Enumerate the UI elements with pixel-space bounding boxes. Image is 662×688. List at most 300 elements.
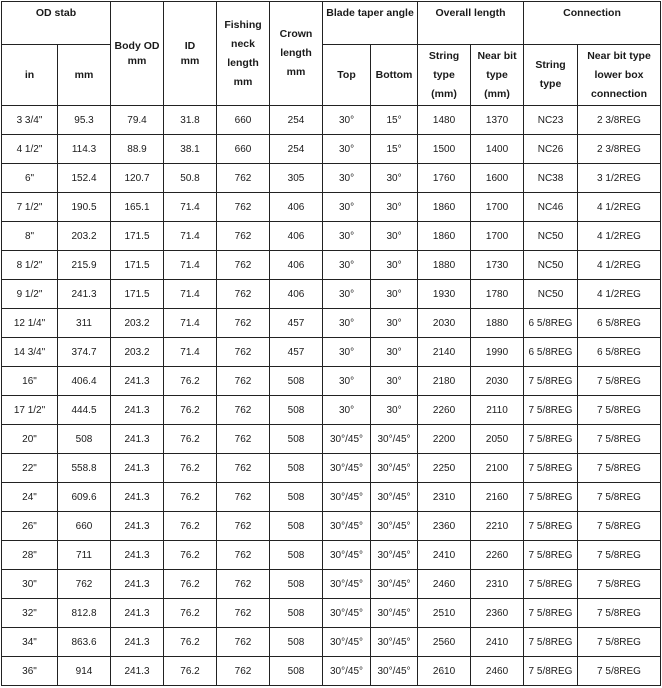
header-blade-taper-angle: Blade taper angle [323,2,418,45]
table-row [2,541,661,570]
cell-conn-near-bit: 7 5/8REG [578,483,661,512]
header-crown-line1: Crown [279,28,313,40]
cell-blade-bottom: 30° [371,164,418,193]
cell-body-od: 165.1 [111,193,164,222]
cell-id: 76.2 [164,483,217,512]
cell-conn-string: NC50 [524,251,578,280]
cell-conn-string: 7 5/8REG [524,541,578,570]
cell-crown-length: 406 [270,280,323,309]
cell-conn-string: NC38 [524,164,578,193]
cell-overall-string: 2200 [418,425,471,454]
cell-od-in: 24" [2,483,58,512]
cell-overall-string: 2460 [418,570,471,599]
cell-id: 31.8 [164,106,217,135]
cell-crown-length: 508 [270,512,323,541]
cell-id: 76.2 [164,628,217,657]
cell-conn-string: NC50 [524,280,578,309]
cell-id: 38.1 [164,135,217,164]
cell-od-in: 16" [2,367,58,396]
cell-body-od: 241.3 [111,396,164,425]
cell-body-od: 171.5 [111,222,164,251]
header-body-od-line2: mm [127,54,147,67]
header-fishing-line4: mm [233,75,253,88]
header-string-type-mm-line3: (mm) [431,87,457,100]
cell-od-in: 12 1/4" [2,309,58,338]
cell-blade-bottom: 30° [371,222,418,251]
table-row [2,164,661,193]
header-body-od [111,2,164,106]
header-near-bit-mm-line2: type [486,68,508,81]
cell-body-od: 241.3 [111,570,164,599]
cell-crown-length: 254 [270,106,323,135]
cell-blade-bottom: 15° [371,135,418,164]
cell-overall-string: 2140 [418,338,471,367]
cell-overall-near-bit: 2100 [471,454,524,483]
cell-overall-string: 1500 [418,135,471,164]
header-body-od-line1: Body OD [114,39,160,52]
cell-blade-bottom: 30° [371,280,418,309]
cell-blade-top: 30° [323,280,371,309]
cell-blade-bottom: 30°/45° [371,657,418,686]
cell-crown-length: 508 [270,425,323,454]
cell-fishing-neck-length: 762 [217,251,270,280]
cell-fishing-neck-length: 762 [217,599,270,628]
cell-blade-bottom: 30°/45° [371,483,418,512]
cell-od-mm: 609.6 [58,483,111,512]
cell-blade-top: 30°/45° [323,512,371,541]
table-row [2,396,661,425]
cell-id: 76.2 [164,541,217,570]
cell-od-mm: 190.5 [58,193,111,222]
cell-od-mm: 241.3 [58,280,111,309]
cell-body-od: 241.3 [111,425,164,454]
cell-fishing-neck-length: 762 [217,657,270,686]
cell-od-mm: 508 [58,425,111,454]
cell-crown-length: 508 [270,570,323,599]
cell-id: 50.8 [164,164,217,193]
cell-overall-string: 2410 [418,541,471,570]
cell-od-in: 30" [2,570,58,599]
cell-body-od: 120.7 [111,164,164,193]
cell-od-in: 8 1/2" [2,251,58,280]
header-near-bit-box-line1: Near bit type [587,49,651,62]
header-crown-line2: length [280,47,312,59]
cell-overall-near-bit: 1600 [471,164,524,193]
cell-od-mm: 95.3 [58,106,111,135]
cell-overall-near-bit: 2210 [471,512,524,541]
table-row [2,454,661,483]
cell-conn-near-bit: 6 5/8REG [578,309,661,338]
cell-conn-near-bit: 4 1/2REG [578,193,661,222]
cell-blade-top: 30°/45° [323,628,371,657]
cell-blade-bottom: 30° [371,367,418,396]
cell-od-in: 36" [2,657,58,686]
cell-crown-length: 406 [270,222,323,251]
cell-conn-near-bit: 7 5/8REG [578,541,661,570]
cell-fishing-neck-length: 660 [217,135,270,164]
cell-blade-bottom: 30° [371,193,418,222]
cell-fishing-neck-length: 762 [217,338,270,367]
cell-id: 76.2 [164,396,217,425]
cell-body-od: 203.2 [111,309,164,338]
cell-conn-near-bit: 7 5/8REG [578,425,661,454]
cell-conn-string: 7 5/8REG [524,512,578,541]
cell-overall-near-bit: 1730 [471,251,524,280]
header-fishing-neck-length [217,2,270,106]
table-row [2,135,661,164]
cell-conn-string: 6 5/8REG [524,309,578,338]
cell-overall-string: 2030 [418,309,471,338]
cell-crown-length: 508 [270,367,323,396]
cell-overall-near-bit: 2460 [471,657,524,686]
header-near-bit-box-line2: lower box [594,68,644,81]
cell-fishing-neck-length: 762 [217,541,270,570]
table-row [2,309,661,338]
cell-overall-string: 2610 [418,657,471,686]
header-mm: mm [58,45,111,106]
cell-od-in: 20" [2,425,58,454]
cell-conn-near-bit: 7 5/8REG [578,396,661,425]
cell-conn-string: NC26 [524,135,578,164]
cell-fishing-neck-length: 660 [217,106,270,135]
cell-blade-top: 30° [323,367,371,396]
cell-id: 76.2 [164,454,217,483]
cell-id: 76.2 [164,570,217,599]
cell-blade-bottom: 30°/45° [371,454,418,483]
header-od-stab: OD stab [2,2,111,45]
cell-id: 76.2 [164,425,217,454]
cell-blade-top: 30° [323,193,371,222]
cell-conn-string: NC23 [524,106,578,135]
cell-overall-near-bit: 2110 [471,396,524,425]
cell-conn-string: 7 5/8REG [524,599,578,628]
table-row [2,657,661,686]
cell-overall-string: 1760 [418,164,471,193]
cell-od-in: 22" [2,454,58,483]
cell-body-od: 171.5 [111,280,164,309]
table-row [2,193,661,222]
stabilizer-spec-table [1,1,661,686]
cell-blade-top: 30° [323,338,371,367]
cell-overall-near-bit: 2260 [471,541,524,570]
header-id-line2: mm [180,54,200,67]
cell-overall-string: 2510 [418,599,471,628]
cell-od-mm: 863.6 [58,628,111,657]
header-crown-line3: mm [286,66,306,78]
header-row-2 [2,45,661,106]
cell-body-od: 88.9 [111,135,164,164]
cell-overall-string: 1930 [418,280,471,309]
cell-od-mm: 762 [58,570,111,599]
cell-od-mm: 711 [58,541,111,570]
cell-body-od: 241.3 [111,541,164,570]
cell-overall-near-bit: 1880 [471,309,524,338]
table-row [2,425,661,454]
cell-body-od: 79.4 [111,106,164,135]
cell-od-mm: 812.8 [58,599,111,628]
cell-overall-string: 2310 [418,483,471,512]
cell-conn-near-bit: 7 5/8REG [578,367,661,396]
header-near-bit-type-mm [471,45,524,106]
cell-id: 76.2 [164,512,217,541]
cell-fishing-neck-length: 762 [217,280,270,309]
cell-crown-length: 406 [270,251,323,280]
cell-blade-top: 30°/45° [323,483,371,512]
cell-body-od: 241.3 [111,454,164,483]
cell-blade-top: 30°/45° [323,657,371,686]
cell-blade-bottom: 30° [371,309,418,338]
header-connection: Connection [524,2,661,45]
table-row [2,628,661,657]
table-row [2,106,661,135]
cell-od-in: 26" [2,512,58,541]
cell-od-mm: 444.5 [58,396,111,425]
cell-od-mm: 660 [58,512,111,541]
cell-conn-near-bit: 4 1/2REG [578,222,661,251]
cell-crown-length: 508 [270,628,323,657]
table-row [2,338,661,367]
cell-blade-top: 30°/45° [323,425,371,454]
table-row [2,367,661,396]
cell-crown-length: 305 [270,164,323,193]
cell-od-mm: 114.3 [58,135,111,164]
cell-overall-string: 1480 [418,106,471,135]
spec-table-container [1,1,661,686]
cell-overall-near-bit: 1370 [471,106,524,135]
cell-crown-length: 406 [270,193,323,222]
header-string-type-line2: type [539,78,562,90]
cell-crown-length: 508 [270,599,323,628]
cell-crown-length: 254 [270,135,323,164]
table-row [2,570,661,599]
cell-od-in: 28" [2,541,58,570]
cell-od-in: 17 1/2" [2,396,58,425]
cell-blade-bottom: 30°/45° [371,599,418,628]
cell-body-od: 241.3 [111,657,164,686]
cell-od-in: 7 1/2" [2,193,58,222]
cell-blade-bottom: 30°/45° [371,628,418,657]
header-in: in [2,45,58,106]
cell-conn-near-bit: 2 3/8REG [578,135,661,164]
cell-overall-near-bit: 1780 [471,280,524,309]
cell-od-in: 14 3/4" [2,338,58,367]
cell-fishing-neck-length: 762 [217,193,270,222]
cell-conn-string: 6 5/8REG [524,338,578,367]
cell-overall-near-bit: 1400 [471,135,524,164]
header-fishing-line3: length [227,56,259,69]
cell-conn-string: 7 5/8REG [524,628,578,657]
cell-conn-near-bit: 4 1/2REG [578,251,661,280]
header-id [164,2,217,106]
cell-blade-top: 30°/45° [323,570,371,599]
cell-crown-length: 457 [270,309,323,338]
header-near-bit-mm-line1: Near bit [477,49,517,62]
cell-blade-bottom: 30° [371,251,418,280]
cell-od-mm: 215.9 [58,251,111,280]
cell-body-od: 203.2 [111,338,164,367]
cell-conn-near-bit: 7 5/8REG [578,628,661,657]
header-string-type-line1: String [535,59,566,71]
cell-blade-bottom: 30°/45° [371,425,418,454]
cell-crown-length: 457 [270,338,323,367]
header-string-type-mm-line1: String [428,49,460,62]
cell-blade-top: 30° [323,106,371,135]
header-top: Top [323,45,371,106]
cell-overall-near-bit: 2410 [471,628,524,657]
table-row [2,251,661,280]
cell-id: 71.4 [164,280,217,309]
cell-fishing-neck-length: 762 [217,396,270,425]
cell-conn-near-bit: 7 5/8REG [578,512,661,541]
cell-overall-near-bit: 2310 [471,570,524,599]
cell-fishing-neck-length: 762 [217,367,270,396]
header-overall-length: Overall length [418,2,524,45]
cell-conn-near-bit: 7 5/8REG [578,454,661,483]
cell-fishing-neck-length: 762 [217,309,270,338]
cell-overall-near-bit: 2030 [471,367,524,396]
cell-body-od: 241.3 [111,483,164,512]
cell-overall-string: 1880 [418,251,471,280]
table-row [2,512,661,541]
header-fishing-line2: neck [231,37,255,50]
cell-od-mm: 374.7 [58,338,111,367]
cell-id: 76.2 [164,599,217,628]
cell-id: 71.4 [164,193,217,222]
cell-blade-top: 30° [323,164,371,193]
cell-fishing-neck-length: 762 [217,570,270,599]
cell-body-od: 241.3 [111,628,164,657]
cell-conn-near-bit: 7 5/8REG [578,599,661,628]
cell-od-in: 9 1/2" [2,280,58,309]
header-string-type [524,45,578,106]
cell-conn-near-bit: 2 3/8REG [578,106,661,135]
cell-overall-near-bit: 2160 [471,483,524,512]
cell-conn-near-bit: 3 1/2REG [578,164,661,193]
cell-crown-length: 508 [270,454,323,483]
header-fishing-line1: Fishing [224,18,262,31]
cell-body-od: 241.3 [111,599,164,628]
cell-od-in: 6" [2,164,58,193]
cell-fishing-neck-length: 762 [217,425,270,454]
cell-id: 76.2 [164,367,217,396]
cell-od-in: 4 1/2" [2,135,58,164]
cell-fishing-neck-length: 762 [217,512,270,541]
cell-id: 71.4 [164,222,217,251]
cell-od-mm: 914 [58,657,111,686]
cell-blade-top: 30°/45° [323,541,371,570]
header-id-line1: ID [184,39,196,52]
cell-crown-length: 508 [270,541,323,570]
cell-id: 71.4 [164,338,217,367]
cell-od-mm: 406.4 [58,367,111,396]
cell-conn-string: NC46 [524,193,578,222]
cell-conn-string: 7 5/8REG [524,570,578,599]
cell-conn-string: 7 5/8REG [524,657,578,686]
cell-conn-near-bit: 7 5/8REG [578,570,661,599]
cell-overall-near-bit: 1700 [471,222,524,251]
cell-id: 76.2 [164,657,217,686]
header-near-bit-box-line3: connection [591,87,648,100]
table-header [2,2,661,106]
cell-blade-top: 30°/45° [323,599,371,628]
cell-overall-string: 1860 [418,222,471,251]
cell-od-mm: 311 [58,309,111,338]
cell-fishing-neck-length: 762 [217,483,270,512]
header-string-type-mm-line2: type [433,68,455,81]
cell-conn-string: 7 5/8REG [524,396,578,425]
cell-blade-bottom: 15° [371,106,418,135]
cell-overall-string: 2560 [418,628,471,657]
table-row [2,280,661,309]
cell-id: 71.4 [164,251,217,280]
cell-crown-length: 508 [270,396,323,425]
table-row [2,599,661,628]
cell-overall-near-bit: 1990 [471,338,524,367]
cell-body-od: 241.3 [111,367,164,396]
cell-blade-top: 30° [323,251,371,280]
header-near-bit-mm-line3: (mm) [484,87,510,100]
cell-conn-string: NC50 [524,222,578,251]
cell-blade-bottom: 30° [371,396,418,425]
header-string-type-mm [418,45,471,106]
cell-overall-near-bit: 2050 [471,425,524,454]
cell-blade-top: 30°/45° [323,454,371,483]
header-crown-length [270,2,323,106]
cell-od-in: 32" [2,599,58,628]
table-body [2,106,661,686]
cell-blade-bottom: 30°/45° [371,541,418,570]
cell-fishing-neck-length: 762 [217,454,270,483]
cell-overall-string: 1860 [418,193,471,222]
cell-blade-top: 30° [323,135,371,164]
cell-od-mm: 558.8 [58,454,111,483]
cell-fishing-neck-length: 762 [217,628,270,657]
cell-overall-string: 2250 [418,454,471,483]
cell-fishing-neck-length: 762 [217,164,270,193]
cell-blade-top: 30° [323,222,371,251]
cell-blade-bottom: 30°/45° [371,570,418,599]
cell-od-in: 8" [2,222,58,251]
cell-conn-string: 7 5/8REG [524,483,578,512]
cell-blade-top: 30° [323,396,371,425]
cell-id: 71.4 [164,309,217,338]
cell-crown-length: 508 [270,657,323,686]
cell-blade-bottom: 30°/45° [371,512,418,541]
cell-blade-bottom: 30° [371,338,418,367]
cell-body-od: 241.3 [111,512,164,541]
cell-od-mm: 152.4 [58,164,111,193]
cell-overall-near-bit: 1700 [471,193,524,222]
cell-overall-near-bit: 2360 [471,599,524,628]
table-row [2,483,661,512]
header-row-1 [2,2,661,45]
cell-conn-near-bit: 7 5/8REG [578,657,661,686]
header-bottom: Bottom [371,45,418,106]
cell-od-mm: 203.2 [58,222,111,251]
cell-overall-string: 2360 [418,512,471,541]
cell-fishing-neck-length: 762 [217,222,270,251]
cell-blade-top: 30° [323,309,371,338]
cell-od-in: 3 3/4" [2,106,58,135]
cell-conn-string: 7 5/8REG [524,454,578,483]
table-row [2,222,661,251]
cell-conn-near-bit: 6 5/8REG [578,338,661,367]
cell-conn-near-bit: 4 1/2REG [578,280,661,309]
cell-body-od: 171.5 [111,251,164,280]
cell-overall-string: 2180 [418,367,471,396]
header-near-bit-lower-box [578,45,661,106]
cell-overall-string: 2260 [418,396,471,425]
